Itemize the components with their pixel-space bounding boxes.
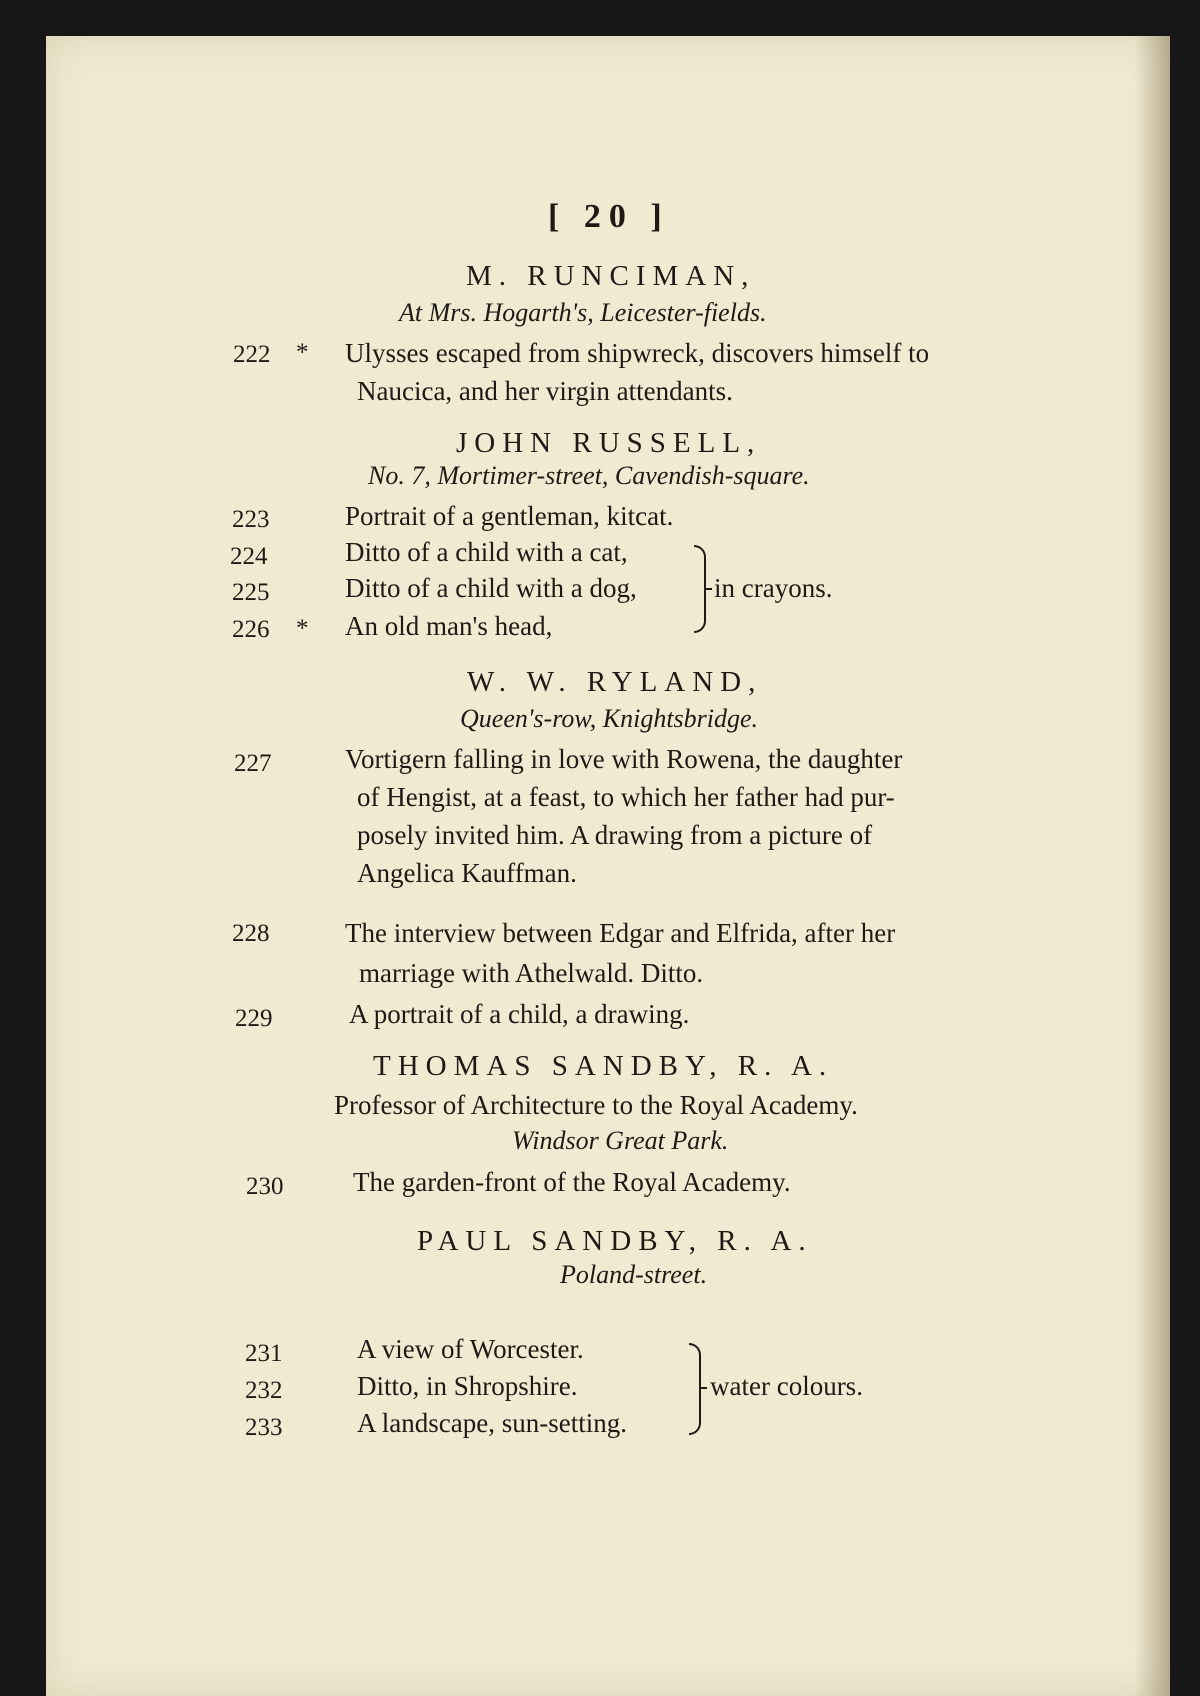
artist-address: At Mrs. Hogarth's, Leicester-fields.: [399, 298, 767, 327]
star-marker: *: [296, 339, 309, 366]
entry-text: Vortigern falling in love with Rowena, the daughter: [345, 744, 903, 774]
entry-text: of Hengist, at a feast, to which her father had pur-: [357, 782, 895, 812]
entry-text: An old man's head,: [345, 611, 553, 641]
artist-name: JOHN RUSSELL,: [456, 427, 762, 459]
entry-text: The garden-front of the Royal Academy.: [353, 1167, 791, 1197]
group-note: in crayons.: [714, 573, 833, 603]
catalogue-number: 229: [235, 1005, 273, 1032]
entry-text: A view of Worcester.: [357, 1334, 584, 1364]
page-number: [ 20 ]: [548, 198, 670, 235]
catalogue-number: 233: [245, 1414, 283, 1441]
page-gutter-shadow: [1134, 36, 1170, 1696]
catalogue-number: 228: [232, 920, 270, 947]
entry-text: A landscape, sun-setting.: [357, 1408, 627, 1438]
grouping-brace: [689, 1343, 701, 1435]
catalogue-number: 231: [245, 1340, 283, 1367]
entry-text: Ditto of a child with a cat,: [345, 537, 628, 567]
artist-title: Professor of Architecture to the Royal Academy.: [334, 1090, 858, 1120]
entry-text: posely invited him. A drawing from a picture of: [357, 820, 873, 850]
entry-text: Ditto, in Shropshire.: [357, 1371, 578, 1401]
entry-text: Portrait of a gentleman, kitcat.: [345, 501, 674, 531]
artist-address: Queen's-row, Knightsbridge.: [460, 704, 759, 733]
catalogue-number: 232: [245, 1377, 283, 1404]
entry-text: Ditto of a child with a dog,: [345, 573, 637, 603]
entry-text: marriage with Athelwald. Ditto.: [359, 958, 704, 988]
group-note: water colours.: [710, 1371, 863, 1401]
catalogue-number: 230: [246, 1173, 284, 1200]
artist-name: M. RUNCIMAN,: [466, 260, 756, 292]
artist-name: W. W. RYLAND,: [467, 666, 763, 698]
catalogue-number: 222: [233, 341, 271, 368]
artist-name: THOMAS SANDBY, R. A.: [373, 1050, 834, 1082]
artist-name: PAUL SANDBY, R. A.: [417, 1225, 813, 1257]
artist-address: Windsor Great Park.: [512, 1126, 729, 1155]
grouping-brace-tip: [704, 588, 712, 590]
entry-text: Angelica Kauffman.: [357, 858, 577, 888]
artist-address: Poland-street.: [560, 1260, 708, 1289]
catalogue-number: 223: [232, 506, 270, 533]
catalogue-number: 227: [234, 750, 272, 777]
entry-text: The interview between Edgar and Elfrida, after her: [345, 918, 896, 948]
entry-text: Ulysses escaped from shipwreck, discovers himself to: [345, 338, 930, 368]
catalogue-number: 225: [232, 579, 270, 606]
entry-text: A portrait of a child, a drawing.: [349, 999, 690, 1029]
star-marker: *: [296, 615, 309, 642]
grouping-brace-tip: [699, 1387, 707, 1389]
catalogue-number: 224: [230, 543, 268, 570]
entry-text: Naucica, and her virgin attendants.: [357, 376, 733, 406]
catalogue-number: 226: [232, 616, 270, 643]
artist-address: No. 7, Mortimer-street, Cavendish-square.: [368, 461, 810, 490]
